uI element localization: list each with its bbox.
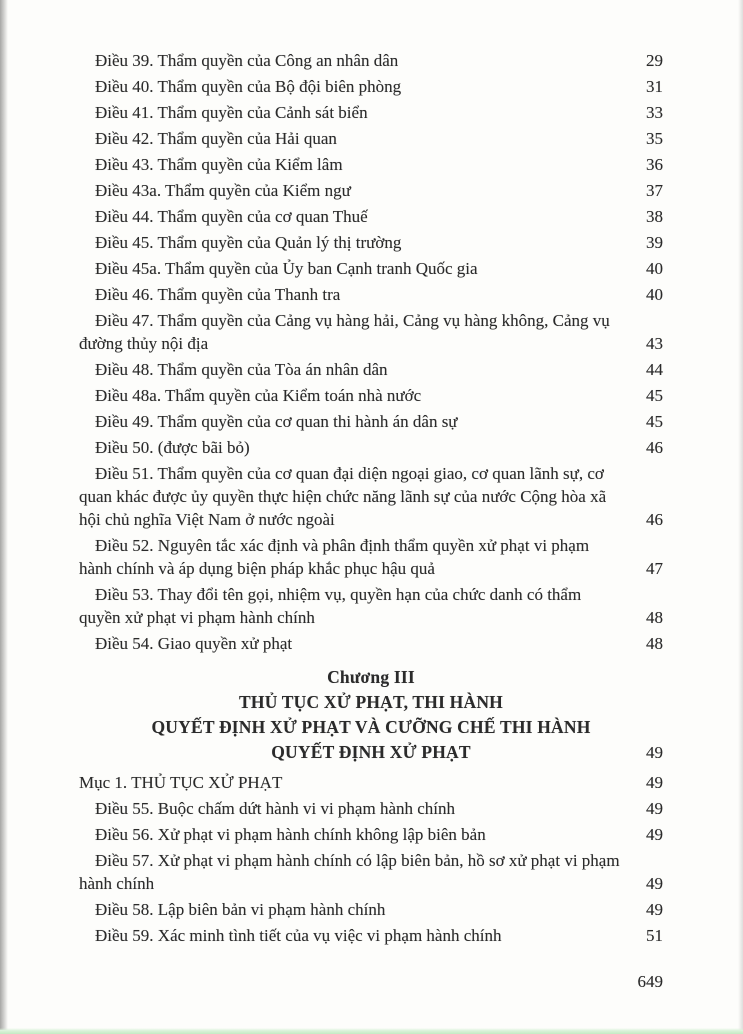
toc-entry-title: Điều 52. Nguyên tắc xác định và phân định thẩm quyền xử phạt vi phạm hành chính và áp dụng biện pháp khắc phục hậu quả (79, 536, 590, 578)
toc-entry-page-number: 35 (646, 129, 663, 148)
toc-entry-title: Điều 54. Giao quyền xử phạt (95, 634, 293, 653)
toc-entry-title: Điều 49. Thẩm quyền của cơ quan thi hành án dân sự (95, 412, 458, 431)
toc-entry-page-number: 48 (646, 634, 663, 653)
toc-entry-page-number: 39 (646, 233, 663, 252)
toc-entry-row (79, 436, 663, 459)
toc-entry-page-number: 37 (646, 181, 663, 200)
chapter-title-line: THỦ TỤC XỬ PHẠT, THI HÀNH (239, 692, 503, 712)
chapter-title-line: QUYẾT ĐỊNH XỬ PHẠT VÀ CƯỠNG CHẾ THI HÀNH (151, 717, 591, 737)
toc-entry-page-number: 48 (646, 608, 663, 627)
toc-entry-row (79, 898, 663, 921)
toc-entry-page-number: 40 (646, 285, 663, 304)
chapter-title-line: QUYẾT ĐỊNH XỬ PHẠT (271, 742, 471, 762)
toc-entry-title: Điều 45. Thẩm quyền của Quản lý thị trường (95, 233, 402, 252)
toc-entry-row (79, 309, 663, 355)
toc-entry-page-number: 49 (646, 874, 663, 893)
toc-entry-title: Điều 59. Xác minh tình tiết của vụ việc vi phạm hành chính (95, 926, 502, 945)
toc-entry-page-number: 47 (646, 559, 663, 578)
toc-entry-page-number: 38 (646, 207, 663, 226)
toc-entry-page-number: 49 (646, 773, 663, 792)
toc-entry-page-number: 45 (646, 386, 663, 405)
toc-entry-row (79, 49, 663, 72)
toc-entry-row (79, 849, 663, 895)
toc-entry-page-number: 46 (646, 510, 663, 529)
toc-entry-page-number: 51 (646, 926, 663, 945)
toc-entry-title: Điều 43. Thẩm quyền của Kiểm lâm (95, 155, 343, 174)
toc-entry-row (79, 462, 663, 531)
page-right-edge-shadow (738, 0, 743, 1030)
toc-entry-title: Điều 56. Xử phạt vi phạm hành chính không lập biên bản (95, 825, 486, 844)
toc-entry-page-number: 45 (646, 412, 663, 431)
toc-entry-title: Điều 44. Thẩm quyền của cơ quan Thuế (95, 207, 368, 226)
toc-entry-title: Điều 43a. Thẩm quyền của Kiểm ngư (95, 181, 351, 200)
toc-entry-page-number: 31 (646, 77, 663, 96)
toc-entry-title: Điều 58. Lập biên bản vi phạm hành chính (95, 900, 386, 919)
toc-entry-row (79, 257, 663, 280)
toc-entry-row (79, 153, 663, 176)
toc-entry-title: Điều 53. Thay đổi tên gọi, nhiệm vụ, quyền hạn của chức danh có thẩm quyền xử phạt vi phạm hành chính (79, 585, 582, 627)
toc-entry-row (79, 358, 663, 381)
toc-entry-title: Điều 50. (được bãi bỏ) (95, 438, 250, 457)
toc-entry-title: Điều 47. Thẩm quyền của Cảng vụ hàng hải, Cảng vụ hàng không, Cảng vụ đường thủy nội địa (79, 311, 610, 353)
toc-entry-title: Điều 40. Thẩm quyền của Bộ đội biên phòng (95, 77, 402, 96)
toc-entry-row (79, 410, 663, 433)
toc-entry-row (79, 797, 663, 820)
toc-entry-row (79, 632, 663, 655)
toc-entry-page-number: 43 (646, 334, 663, 353)
toc-entry-title: Điều 55. Buộc chấm dứt hành vi vi phạm hành chính (95, 799, 456, 818)
toc-entry-row (79, 205, 663, 228)
toc-entry-title: Điều 57. Xử phạt vi phạm hành chính có lập biên bản, hồ sơ xử phạt vi phạm hành chính (79, 851, 620, 893)
toc-entry-row (79, 101, 663, 124)
toc-entry-title: Điều 39. Thẩm quyền của Công an nhân dân (95, 51, 399, 70)
toc-entry-page-number: 44 (646, 360, 663, 379)
toc-chapter-heading (79, 665, 663, 765)
scan-bottom-edge (0, 1028, 743, 1034)
toc-entry-row (79, 823, 663, 846)
toc-section-row (79, 771, 663, 794)
chapter-page-number: 49 (646, 743, 663, 762)
toc-entry-page-number: 46 (646, 438, 663, 457)
toc-entry-row (79, 534, 663, 580)
toc-entry-title: Điều 45a. Thẩm quyền của Ủy ban Cạnh tranh Quốc gia (95, 259, 478, 278)
table-of-contents (79, 49, 663, 950)
folio-page-number: 649 (637, 972, 663, 991)
toc-entry-row (79, 384, 663, 407)
toc-entry-row (79, 583, 663, 629)
toc-entry-row (79, 924, 663, 947)
toc-entry-title: Mục 1. THỦ TỤC XỬ PHẠT (79, 773, 283, 792)
toc-entry-title: Điều 46. Thẩm quyền của Thanh tra (95, 285, 341, 304)
toc-entry-page-number: 36 (646, 155, 663, 174)
toc-entry-page-number: 29 (646, 51, 663, 70)
toc-entry-page-number: 49 (646, 799, 663, 818)
toc-entry-page-number: 33 (646, 103, 663, 122)
toc-entry-title: Điều 51. Thẩm quyền của cơ quan đại diện ngoại giao, cơ quan lãnh sự, cơ quan khác được ủy quyền thực hiện chức năng lãnh sự của nước Cộng hòa xã hội chủ nghĩa Việt Nam ở nước ngoài (79, 464, 607, 529)
toc-entry-title: Điều 42. Thẩm quyền của Hải quan (95, 129, 337, 148)
toc-entry-row (79, 179, 663, 202)
chapter-kicker: Chương III (327, 667, 415, 687)
toc-entry-title: Điều 48. Thẩm quyền của Tòa án nhân dân (95, 360, 388, 379)
toc-entry-title: Điều 41. Thẩm quyền của Cảnh sát biển (95, 103, 368, 122)
toc-entry-title: Điều 48a. Thẩm quyền của Kiểm toán nhà nước (95, 386, 422, 405)
toc-entry-row (79, 75, 663, 98)
toc-entry-page-number: 40 (646, 259, 663, 278)
page-left-edge-shadow (0, 0, 8, 1030)
toc-entry-row (79, 283, 663, 306)
toc-entry-page-number: 49 (646, 900, 663, 919)
toc-entry-row (79, 231, 663, 254)
toc-entry-page-number: 49 (646, 825, 663, 844)
toc-entry-row (79, 127, 663, 150)
